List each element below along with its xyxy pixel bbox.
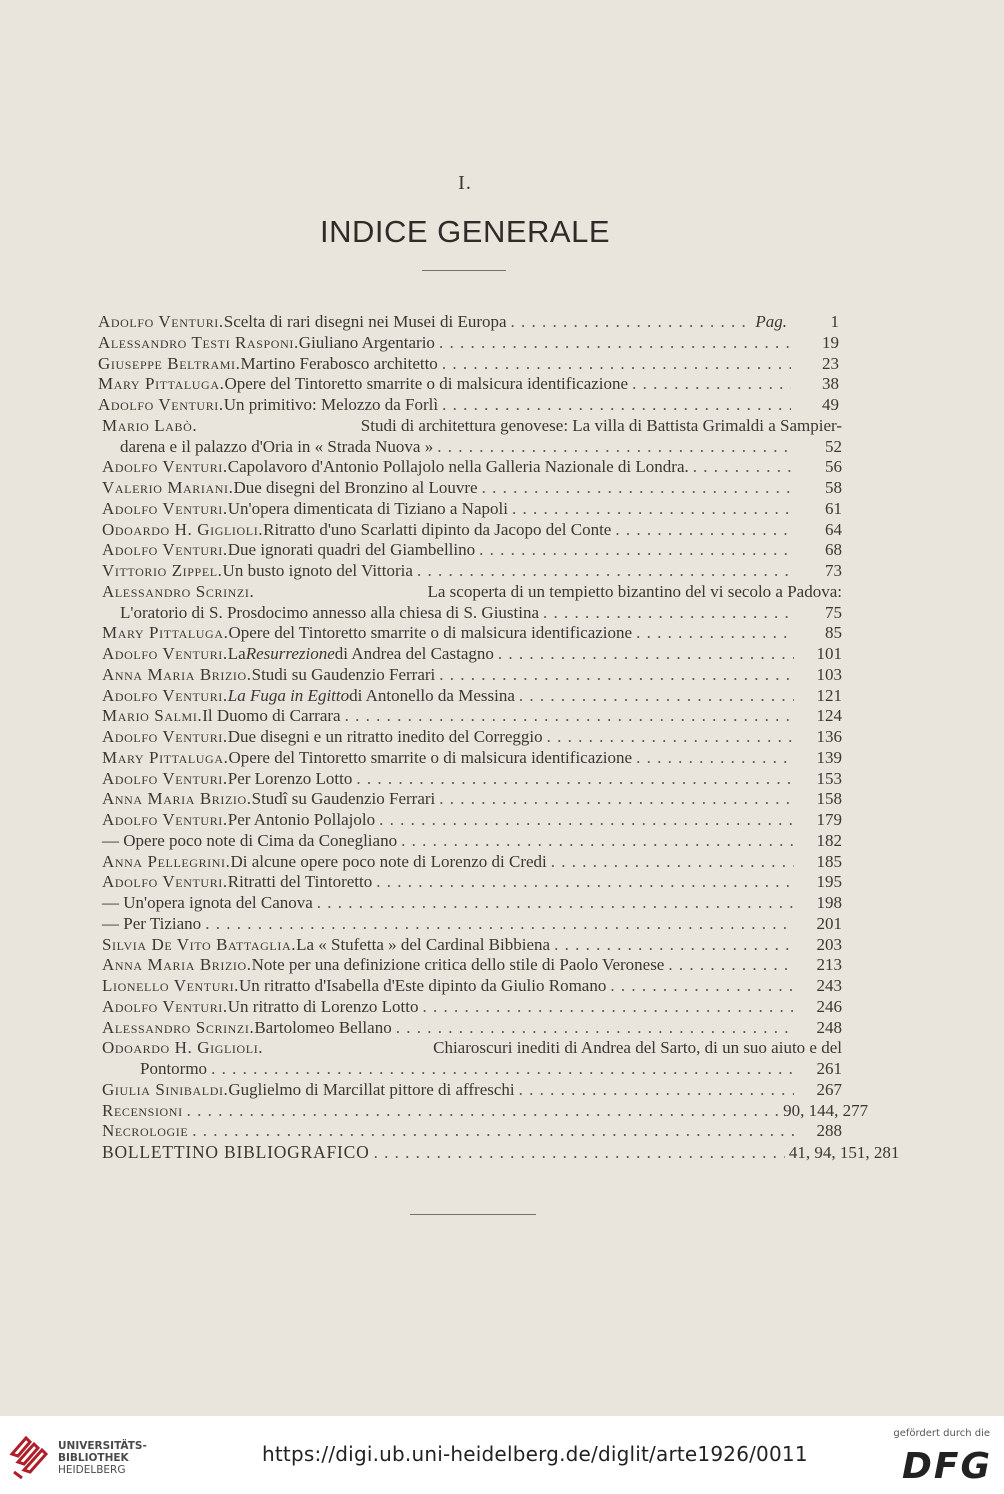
entry-author: Adolfo Venturi.: [102, 768, 228, 788]
entry-author: Adolfo Venturi.: [102, 457, 228, 477]
entry-title: — Un'opera ignota del Canova: [102, 893, 313, 912]
entry-title: La scoperta di un tempietto bizantino del vi secolo a Padova:: [427, 581, 842, 601]
dot-leader: [442, 395, 791, 416]
entry-author: Silvia De Vito Battaglia.: [102, 934, 297, 954]
dot-leader: [610, 976, 794, 997]
entry-author: Recensioni: [102, 1100, 183, 1120]
dot-leader: [551, 852, 794, 873]
page-number: 185: [816, 851, 842, 871]
entry-author: Adolfo Venturi.: [102, 727, 228, 746]
page-number: 121: [816, 685, 842, 705]
toc-entry[interactable]: [0, 520, 1004, 541]
toc-entry[interactable]: [0, 416, 1004, 437]
dot-leader: [511, 312, 752, 333]
dot-leader: [519, 1080, 794, 1101]
entry-title: Guglielmo di Marcillat pittore di affreschi: [228, 1079, 515, 1099]
page-title: INDICE GENERALE: [319, 214, 610, 249]
page-number: 198: [816, 893, 842, 912]
entry-title: darena e il palazzo d'Oria in « Strada Nuova »: [120, 436, 434, 456]
toc-entry[interactable]: [0, 997, 1004, 1018]
dot-leader: [636, 623, 794, 644]
page-number: 58: [825, 478, 842, 497]
entry-title: Opere del Tintoretto smarrite o di malsicura identificazione: [228, 747, 633, 767]
page-number: 52: [825, 436, 842, 456]
dot-leader: [437, 437, 794, 458]
entry-title: Scelta di rari disegni nei Musei di Europa: [223, 312, 507, 331]
page-number: 158: [816, 789, 842, 809]
dot-leader: [615, 520, 794, 541]
page-number: 243: [816, 976, 842, 995]
entry-author: Adolfo Venturi.: [102, 498, 228, 518]
entry-author: Mary Pittaluga.: [102, 623, 229, 643]
toc-entry[interactable]: [0, 354, 1004, 375]
source-url-link[interactable]: https://digi.ub.uni-heidelberg.de/diglit/arte1926/0011: [262, 1442, 808, 1466]
toc-entry[interactable]: [0, 499, 1004, 520]
entry-title: Studi su Gaudenzio Ferrari: [251, 664, 436, 684]
toc-entry[interactable]: [0, 312, 1004, 333]
entry-author: Necrologie: [102, 1121, 189, 1141]
entry-title: — Per Tiziano: [102, 913, 202, 933]
page-number: 101: [816, 644, 842, 663]
page-number: 261: [816, 1059, 842, 1078]
toc-entry-continuation[interactable]: [0, 603, 1004, 624]
entry-author: Alessandro Testi Rasponi.: [98, 332, 299, 352]
page-number: 75: [825, 602, 842, 622]
entry-author: Odoardo H. Giglioli.: [102, 519, 264, 539]
entry-title: Un busto ignoto del Vittoria: [222, 561, 413, 580]
dot-leader: [439, 789, 794, 810]
page-number: 288: [816, 1121, 842, 1141]
dot-leader: [547, 727, 794, 748]
table-of-contents: [0, 312, 1004, 1163]
entry-title: Due disegni del Bronzino al Louvre: [233, 478, 478, 497]
entry-author: Lionello Venturi.: [102, 976, 240, 995]
page-number: 61: [825, 498, 842, 518]
entry-title: Martino Ferabosco architetto: [240, 353, 438, 373]
dot-leader: [211, 1059, 794, 1080]
dot-leader: [317, 893, 794, 914]
toc-entry-continuation[interactable]: [0, 1059, 1004, 1080]
entry-title: Due ignorati quadri del Giambellino: [227, 540, 476, 560]
toc-entry[interactable]: [0, 748, 1004, 769]
entry-title: Resurrezione: [245, 644, 335, 663]
toc-entry[interactable]: [0, 935, 1004, 956]
page-number: 267: [816, 1079, 842, 1099]
toc-entry[interactable]: [0, 789, 1004, 810]
toc-entry[interactable]: [0, 333, 1004, 354]
dot-leader: [439, 665, 794, 686]
toc-entry[interactable]: [0, 706, 1004, 727]
entry-title: Opere del Tintoretto smarrite o di malsicura identificazione: [224, 374, 629, 394]
toc-entry[interactable]: [0, 686, 1004, 707]
toc-entry[interactable]: [0, 852, 1004, 873]
toc-entry[interactable]: [0, 644, 1004, 665]
page-number: 49: [822, 395, 839, 414]
entry-title: Ritratto d'uno Scarlatti dipinto da Jacopo del Conte: [263, 519, 612, 539]
page-label: Pag.: [755, 312, 787, 331]
dot-leader: [356, 769, 794, 790]
dot-leader: [422, 997, 794, 1018]
dot-leader: [498, 644, 794, 665]
entry-author: Alessandro Scrinzi.: [102, 1017, 255, 1037]
institution-name: [58, 1440, 147, 1476]
page-number: 23: [822, 353, 839, 373]
page-number: 203: [816, 934, 842, 954]
entry-title: Pontormo: [140, 1059, 208, 1078]
dot-leader: [632, 374, 791, 395]
entry-title: La « Stufetta » del Cardinal Bibbiena: [296, 934, 551, 954]
toc-entry[interactable]: [0, 727, 1004, 748]
entry-title: L'oratorio di S. Prosdocimo annesso alla chiesa di S. Giustina: [120, 602, 540, 622]
page-number: 73: [825, 561, 842, 580]
entry-title: di Antonello da Messina: [349, 685, 515, 705]
entry-author: Adolfo Venturi.: [98, 395, 224, 414]
page-number: 139: [816, 747, 842, 767]
toc-entry[interactable]: [0, 893, 1004, 914]
toc-entry[interactable]: [0, 1101, 1004, 1122]
entry-author: Mary Pittaluga.: [98, 374, 225, 394]
entry-author: Giuseppe Beltrami.: [98, 353, 241, 373]
dfg-logo: DFG: [901, 1446, 992, 1487]
section-number: I.: [458, 172, 472, 194]
entry-title: Un'opera dimenticata di Tiziano a Napoli: [227, 498, 508, 518]
entry-author: Adolfo Venturi.: [102, 540, 228, 560]
toc-entry[interactable]: [0, 769, 1004, 790]
dot-leader: [205, 914, 794, 935]
entry-title: La: [227, 644, 246, 663]
entry-title: Un primitivo: Melozzo da Forlì: [223, 395, 439, 414]
page-number: 201: [816, 913, 842, 933]
page-number: 248: [816, 1017, 842, 1037]
entry-title: Per Antonio Pollajolo: [227, 810, 376, 829]
entry-author: Anna Maria Brizio.: [102, 789, 252, 809]
dot-leader: [376, 872, 794, 893]
toc-entry[interactable]: [0, 582, 1004, 603]
page-number: 85: [825, 623, 842, 643]
dot-leader: [512, 499, 794, 520]
toc-entry[interactable]: [0, 457, 1004, 478]
toc-entry[interactable]: [0, 810, 1004, 831]
entry-title: Due disegni e un ritratto inedito del Correggio: [227, 727, 543, 746]
dot-leader: [379, 810, 794, 831]
page-number: 195: [816, 872, 842, 892]
page-number: 90, 144, 277: [783, 1100, 869, 1120]
toc-entry[interactable]: [0, 374, 1004, 395]
page-number: 182: [816, 830, 842, 850]
entry-author: Mario Labò.: [102, 415, 198, 435]
page-number: 38: [822, 374, 839, 394]
entry-title: Chiaroscuri inediti di Andrea del Sarto, di un suo aiuto e del: [433, 1038, 842, 1058]
toc-entry[interactable]: [0, 395, 1004, 416]
page-number: 41, 94, 151, 281: [788, 1143, 900, 1162]
page-number: 19: [822, 332, 839, 352]
entry-author: Adolfo Venturi.: [102, 810, 228, 829]
toc-entry[interactable]: [0, 540, 1004, 561]
entry-author: Anna Maria Brizio.: [102, 955, 252, 975]
entry-title: Note per una definizione critica dello stile di Paolo Veronese: [251, 955, 665, 975]
entry-title: Il Duomo di Carrara: [202, 706, 341, 726]
funded-by-label: gefördert durch die: [893, 1428, 990, 1439]
toc-entry-continuation[interactable]: [0, 437, 1004, 458]
bottom-divider: [410, 1214, 536, 1215]
toc-entry[interactable]: [0, 1038, 1004, 1059]
entry-title: Capolavoro d'Antonio Pollajolo nella Galleria Nazionale di Londra.: [227, 457, 689, 477]
entry-author: Mary Pittaluga.: [102, 747, 229, 767]
dot-leader: [417, 561, 794, 582]
toc-entry[interactable]: [0, 976, 1004, 997]
page-number: 124: [816, 706, 842, 726]
dot-leader: [482, 478, 794, 499]
toc-entry[interactable]: [0, 1142, 1004, 1163]
toc-entry[interactable]: [0, 478, 1004, 499]
entry-author: Anna Pellegrini.: [102, 851, 231, 871]
entry-title: Ritratti del Tintoretto: [227, 872, 373, 892]
entry-title: Per Lorenzo Lotto: [227, 768, 353, 788]
dot-leader: [543, 603, 794, 624]
entry-title: Opere del Tintoretto smarrite o di malsicura identificazione: [228, 623, 633, 643]
page-number: 103: [816, 664, 842, 684]
entry-author: Adolfo Venturi.: [102, 996, 228, 1016]
entry-author: Giulia Sinibaldi.: [102, 1079, 229, 1099]
toc-entry[interactable]: [0, 872, 1004, 893]
page-number: 179: [816, 810, 842, 829]
university-seal-icon: [8, 1432, 52, 1480]
entry-section: BOLLETTINO BIBLIOGRAFICO: [102, 1142, 370, 1162]
entry-author: Adolfo Venturi.: [102, 644, 228, 663]
dot-leader: [192, 1121, 794, 1142]
entry-author: Mario Salmi.: [102, 706, 203, 726]
dot-leader: [442, 354, 791, 375]
institution-line: BIBLIOTHEK: [58, 1452, 129, 1464]
entry-author: Adolfo Venturi.: [102, 685, 228, 705]
dot-leader: [374, 1143, 785, 1164]
dot-leader: [401, 831, 794, 852]
entry-author: Adolfo Venturi.: [102, 872, 228, 892]
entry-title: La Fuga in Egitto: [227, 685, 350, 705]
dot-leader: [519, 686, 794, 707]
entry-title: Un ritratto di Lorenzo Lotto: [227, 996, 419, 1016]
entry-author: Alessandro Scrinzi.: [102, 581, 255, 601]
entry-title: — Opere poco note di Cima da Conegliano: [102, 830, 398, 850]
toc-entry[interactable]: [0, 914, 1004, 935]
institution-line: UNIVERSITÄTS-: [58, 1440, 147, 1452]
page-number: 213: [816, 955, 842, 975]
toc-entry[interactable]: [0, 1018, 1004, 1039]
toc-entry[interactable]: [0, 561, 1004, 582]
entry-title: Studi di architettura genovese: La villa di Battista Grimaldi a Sampier-: [360, 415, 842, 435]
dot-leader: [187, 1101, 779, 1122]
dot-leader: [345, 706, 794, 727]
dot-leader: [636, 748, 794, 769]
dot-leader: [439, 333, 791, 354]
entry-author: Anna Maria Brizio.: [102, 664, 252, 684]
institution-line: HEIDELBERG: [58, 1464, 126, 1476]
toc-entry[interactable]: [0, 1080, 1004, 1101]
footer-bar: [0, 1416, 1004, 1494]
title-divider: [422, 270, 506, 271]
toc-entry[interactable]: [0, 1121, 1004, 1142]
entry-title: Un ritratto d'Isabella d'Este dipinto da Giulio Romano: [239, 976, 607, 995]
entry-title: Studî su Gaudenzio Ferrari: [251, 789, 436, 809]
entry-title: di Andrea del Castagno: [334, 644, 494, 663]
toc-entry[interactable]: [0, 831, 1004, 852]
dot-leader: [693, 457, 794, 478]
page-number: 56: [825, 457, 842, 477]
page-number: 136: [816, 727, 842, 746]
dot-leader: [554, 935, 794, 956]
page-number: 153: [816, 768, 842, 788]
entry-author: Odoardo H. Giglioli.: [102, 1038, 264, 1058]
entry-author: Adolfo Venturi.: [98, 312, 224, 331]
page-number: 64: [825, 519, 842, 539]
toc-entry[interactable]: [0, 665, 1004, 686]
page-number: 68: [825, 540, 842, 560]
entry-title: Di alcune opere poco note di Lorenzo di Credi: [230, 851, 547, 871]
page-number: 246: [816, 996, 842, 1016]
entry-author: Valerio Mariani.: [102, 478, 234, 497]
entry-title: Giuliano Argentario: [298, 332, 435, 352]
dot-leader: [668, 955, 794, 976]
toc-entry[interactable]: [0, 955, 1004, 976]
page-number: 1: [830, 312, 839, 331]
dot-leader: [396, 1018, 794, 1039]
entry-author: Vittorio Zippel.: [102, 561, 223, 580]
dot-leader: [479, 540, 794, 561]
toc-entry[interactable]: [0, 623, 1004, 644]
entry-title: Bartolomeo Bellano: [254, 1017, 392, 1037]
